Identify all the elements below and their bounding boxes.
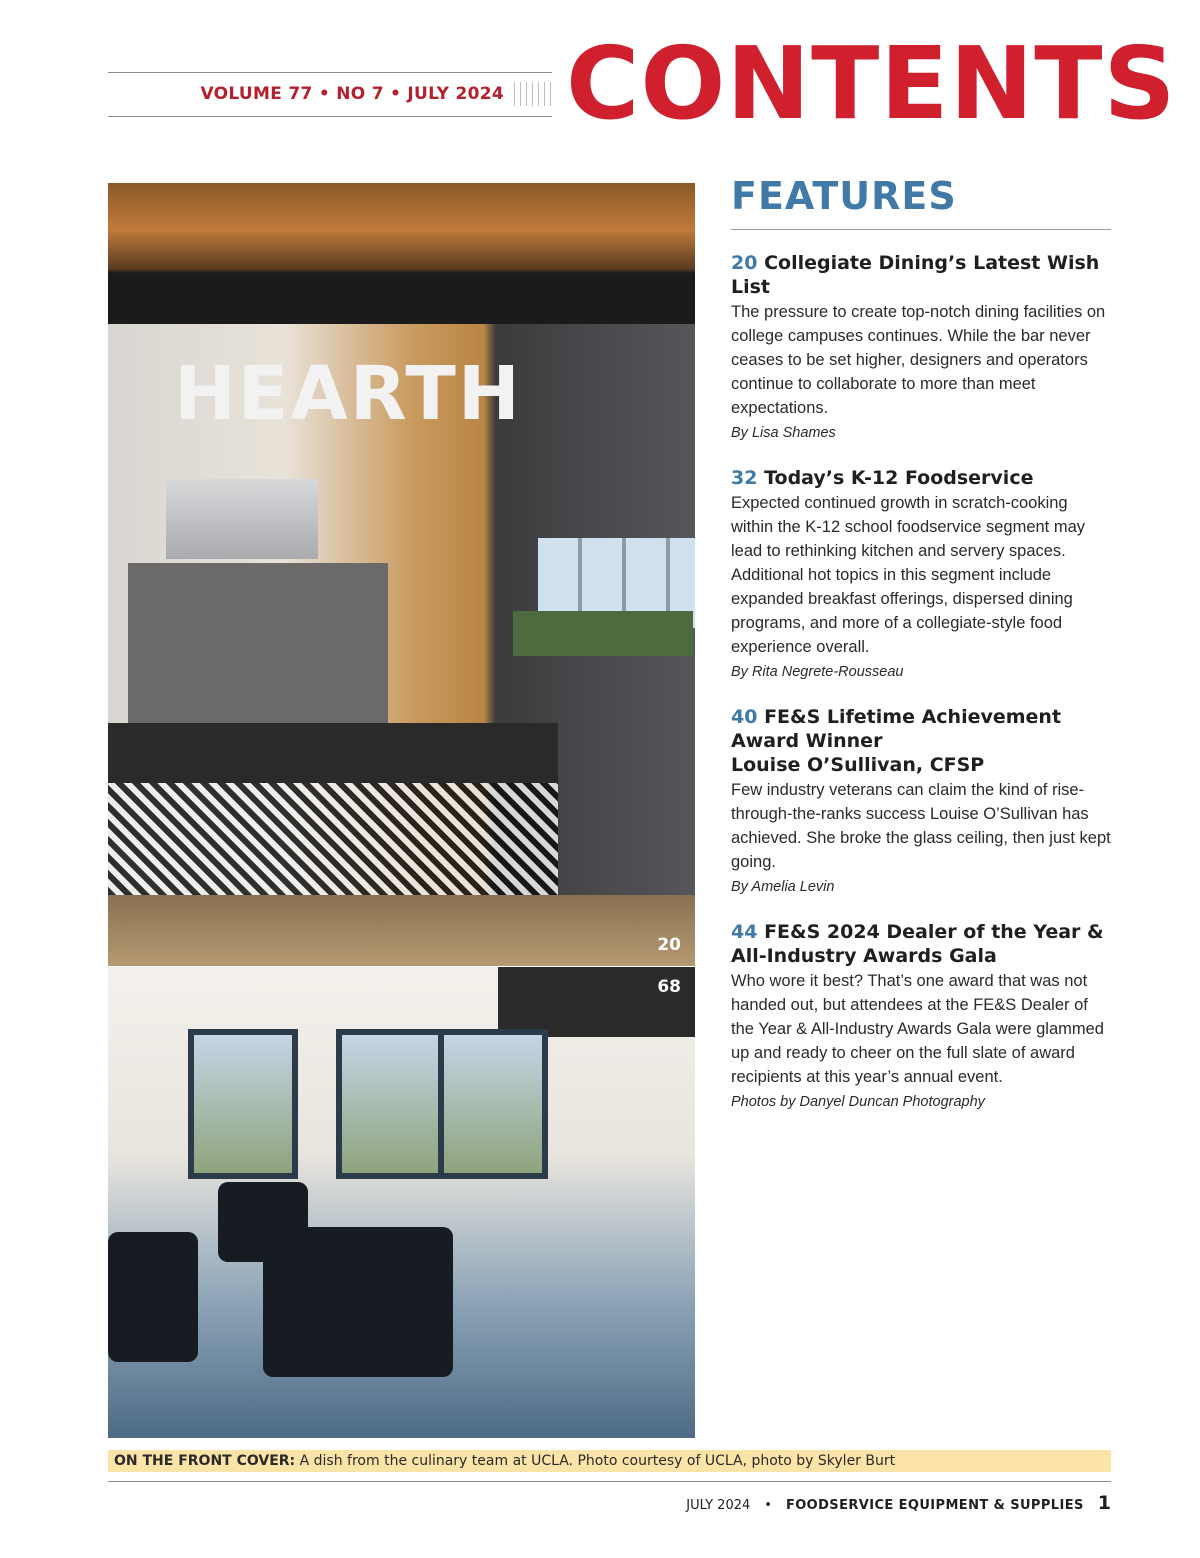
- volume-line: VOLUME 77 • NO 7 • JULY 2024: [200, 84, 504, 104]
- article-summary: Who wore it best? That’s one award that was not handed out, but attendees at the FE&S Dealer of the Year & All-Industry Awards Gala were glammed up and ready to cheer on the full slate of award recipients at this year’s annual event.: [731, 972, 1104, 1086]
- article-title-text: Today’s K-12 Foodservice: [764, 467, 1034, 489]
- footer-publication: FOODSERVICE EQUIPMENT & SUPPLIES: [785, 1498, 1084, 1513]
- article-page-number: 44: [731, 921, 758, 943]
- footer-rule: [108, 1481, 1111, 1482]
- article-title[interactable]: [731, 920, 1111, 968]
- cover-note-credit: Photo courtesy of UCLA, photo by Skyler Burt: [577, 1453, 896, 1469]
- header-tick-marks: [514, 82, 552, 106]
- article-title[interactable]: [731, 251, 1111, 299]
- features-rule: [731, 229, 1111, 230]
- footer-date: JULY 2024: [686, 1498, 751, 1513]
- front-cover-note: [108, 1450, 1111, 1472]
- page-footer: [686, 1492, 1111, 1514]
- article-page-number: 40: [731, 706, 758, 728]
- article-title[interactable]: [731, 466, 1111, 490]
- article-page-number: 32: [731, 467, 758, 489]
- cafe-window: [188, 1029, 298, 1179]
- cafe-window: [438, 1029, 548, 1179]
- article-byline: By Lisa Shames: [731, 425, 836, 441]
- features-heading: FEATURES: [731, 174, 957, 218]
- article-byline: By Amelia Levin: [731, 879, 835, 895]
- service-counter: [108, 723, 558, 783]
- leather-chair: [108, 1232, 198, 1362]
- article-page-number: 20: [731, 252, 758, 274]
- photo-page-label: 20: [657, 935, 681, 955]
- article-entry: [731, 466, 1111, 683]
- article-byline: Photos by Danyel Duncan Photography: [731, 1094, 985, 1110]
- kitchen-hood: [166, 479, 318, 559]
- photo-page-label: 68: [657, 977, 681, 997]
- leather-chair: [263, 1227, 453, 1377]
- article-title-text: FE&S Lifetime Achievement Award Winner: [731, 706, 1062, 752]
- article-title-text: FE&S 2024 Dealer of the Year & All-Industry Awards Gala: [731, 921, 1104, 967]
- cafe-window: [336, 1029, 446, 1179]
- hearth-sign: HEARTH: [174, 351, 522, 437]
- page-title: CONTENTS: [566, 25, 1177, 142]
- patterned-tile-front: [108, 783, 558, 895]
- polished-floor: [108, 895, 695, 966]
- article-summary: The pressure to create top-notch dining facilities on college campuses continues. While the bar never ceases to be set higher, designers and operators continue to collaborate to more than meet expectations.: [731, 303, 1106, 417]
- footer-page-number: 1: [1097, 1492, 1111, 1514]
- article-byline: By Rita Negrete-Rousseau: [731, 664, 904, 680]
- article-title-subline: Louise O’Sullivan, CFSP: [731, 754, 985, 776]
- article-entry: [731, 251, 1111, 444]
- article-title-text: Collegiate Dining’s Latest Wish List: [731, 252, 1100, 298]
- photo-cafe-interior: [108, 967, 695, 1438]
- cover-note-text: A dish from the culinary team at UCLA.: [299, 1453, 574, 1469]
- booth-seating: [513, 611, 693, 656]
- article-title[interactable]: [731, 705, 1111, 777]
- cover-note-label: ON THE FRONT COVER:: [114, 1453, 296, 1469]
- article-summary: Few industry veterans can claim the kind of rise-through-the-ranks success Louise O’Sullivan has achieved. She broke the glass ceiling, then just kept going.: [731, 781, 1111, 871]
- footer-separator: •: [764, 1498, 772, 1513]
- pizza-oven: [128, 563, 388, 723]
- photo-hearth-servery: [108, 183, 695, 966]
- article-entry: [731, 920, 1111, 1113]
- header-rule-bottom: [108, 116, 552, 117]
- article-summary: Expected continued growth in scratch-cooking within the K-12 school foodservice segment may lead to rethinking kitchen and servery spaces. Additional hot topics in this segment include expanded breakfast offerings, dispersed dining programs, and more of a collegiate-style food experience overall.: [731, 494, 1086, 656]
- header-rule-top: [108, 72, 552, 73]
- article-entry: [731, 705, 1111, 898]
